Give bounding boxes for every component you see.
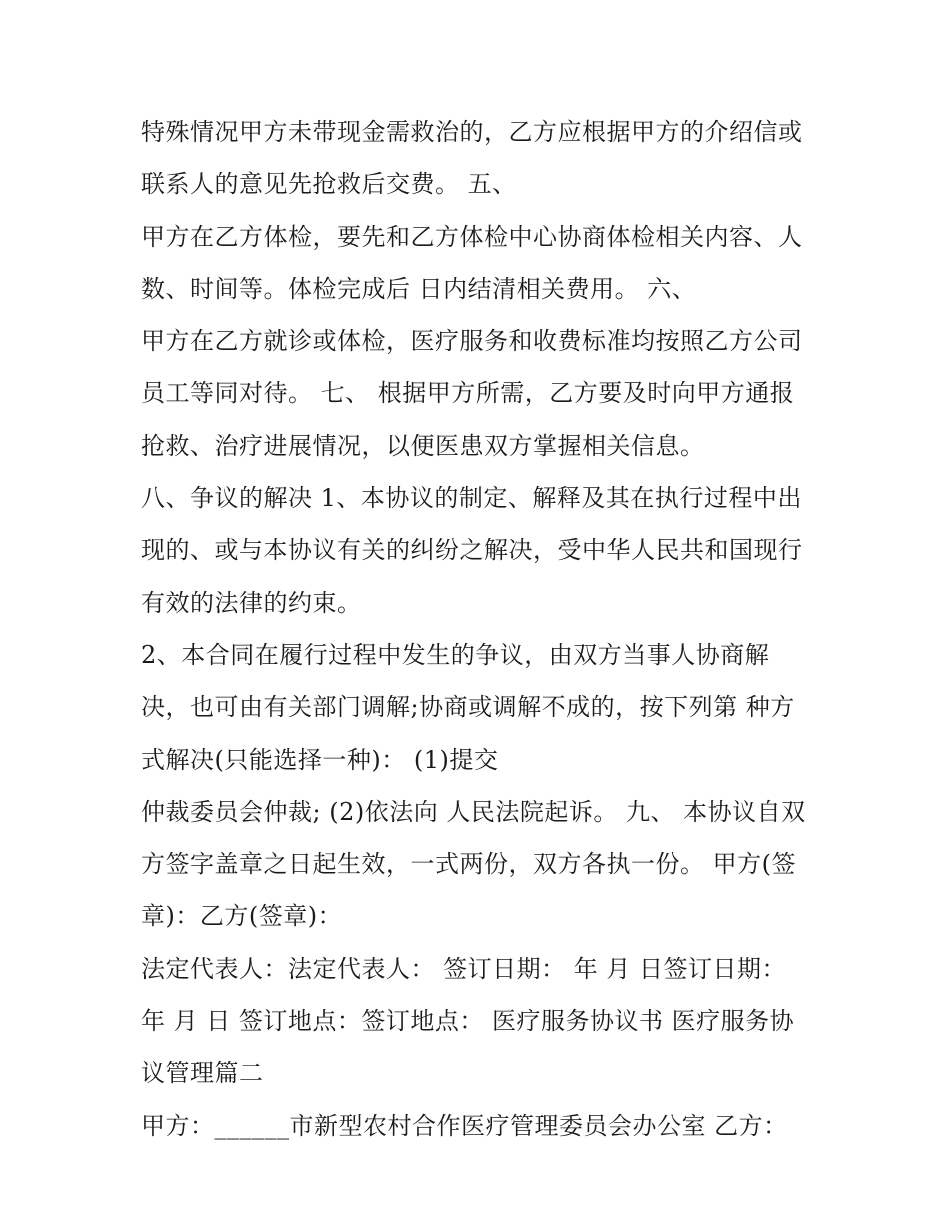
text-line: 甲方在乙方体检，要先和乙方体检中心协商体检相关内容、人 bbox=[141, 222, 803, 251]
text-line: 方签字盖章之日起生效，一式两份，双方各执一份。 甲方(签 bbox=[141, 850, 796, 879]
text-line: 年 月 日 签订地点：签订地点： 医疗服务协议书 医疗服务协 bbox=[141, 1007, 795, 1036]
text-line: 仲裁委员会仲裁; (2)依法向 人民法院起诉。 九、 本协议自双 bbox=[141, 797, 806, 826]
text-line: 抢救、治疗进展情况，以便医患双方掌握相关信息。 bbox=[141, 431, 705, 460]
text-line: 数、时间等。体检完成后 日内结清相关费用。 六、 bbox=[141, 274, 697, 303]
text-line: 2、本合同在履行过程中发生的争议，由双方当事人协商解 bbox=[141, 640, 770, 669]
text-line: 法定代表人：法定代表人： 签订日期： 年 月 日签订日期： bbox=[141, 954, 787, 983]
text-line: 现的、或与本协议有关的纠纷之解决，受中华人民共和国现行 bbox=[141, 536, 803, 565]
text-line: 式解决(只能选择一种)： (1)提交 bbox=[141, 745, 499, 774]
text-line: 甲方：______市新型农村合作医疗管理委员会办公室 乙方： bbox=[141, 1111, 788, 1140]
text-line: 有效的法律的约束。 bbox=[141, 588, 362, 617]
text-line: 决，也可由有关部门调解;协商或调解不成的，按下列第 种方 bbox=[141, 693, 795, 722]
text-line: 特殊情况甲方未带现金需救治的，乙方应根据甲方的介绍信或 bbox=[141, 118, 803, 146]
text-line: 议管理篇二 bbox=[141, 1059, 264, 1088]
text-line: 八、争议的解决 1、本协议的制定、解释及其在执行过程中出 bbox=[141, 484, 802, 513]
text-line: 章)：乙方(签章)： bbox=[141, 902, 343, 931]
text-line: 联系人的意见先抢救后交费。 五、 bbox=[141, 170, 517, 199]
document-body bbox=[141, 106, 821, 1152]
text-line: 员工等同对待。 七、 根据甲方所需，乙方要及时向甲方通报 bbox=[141, 379, 795, 408]
text-line: 甲方在乙方就诊或体检，医疗服务和收费标准均按照乙方公司 bbox=[141, 327, 803, 356]
